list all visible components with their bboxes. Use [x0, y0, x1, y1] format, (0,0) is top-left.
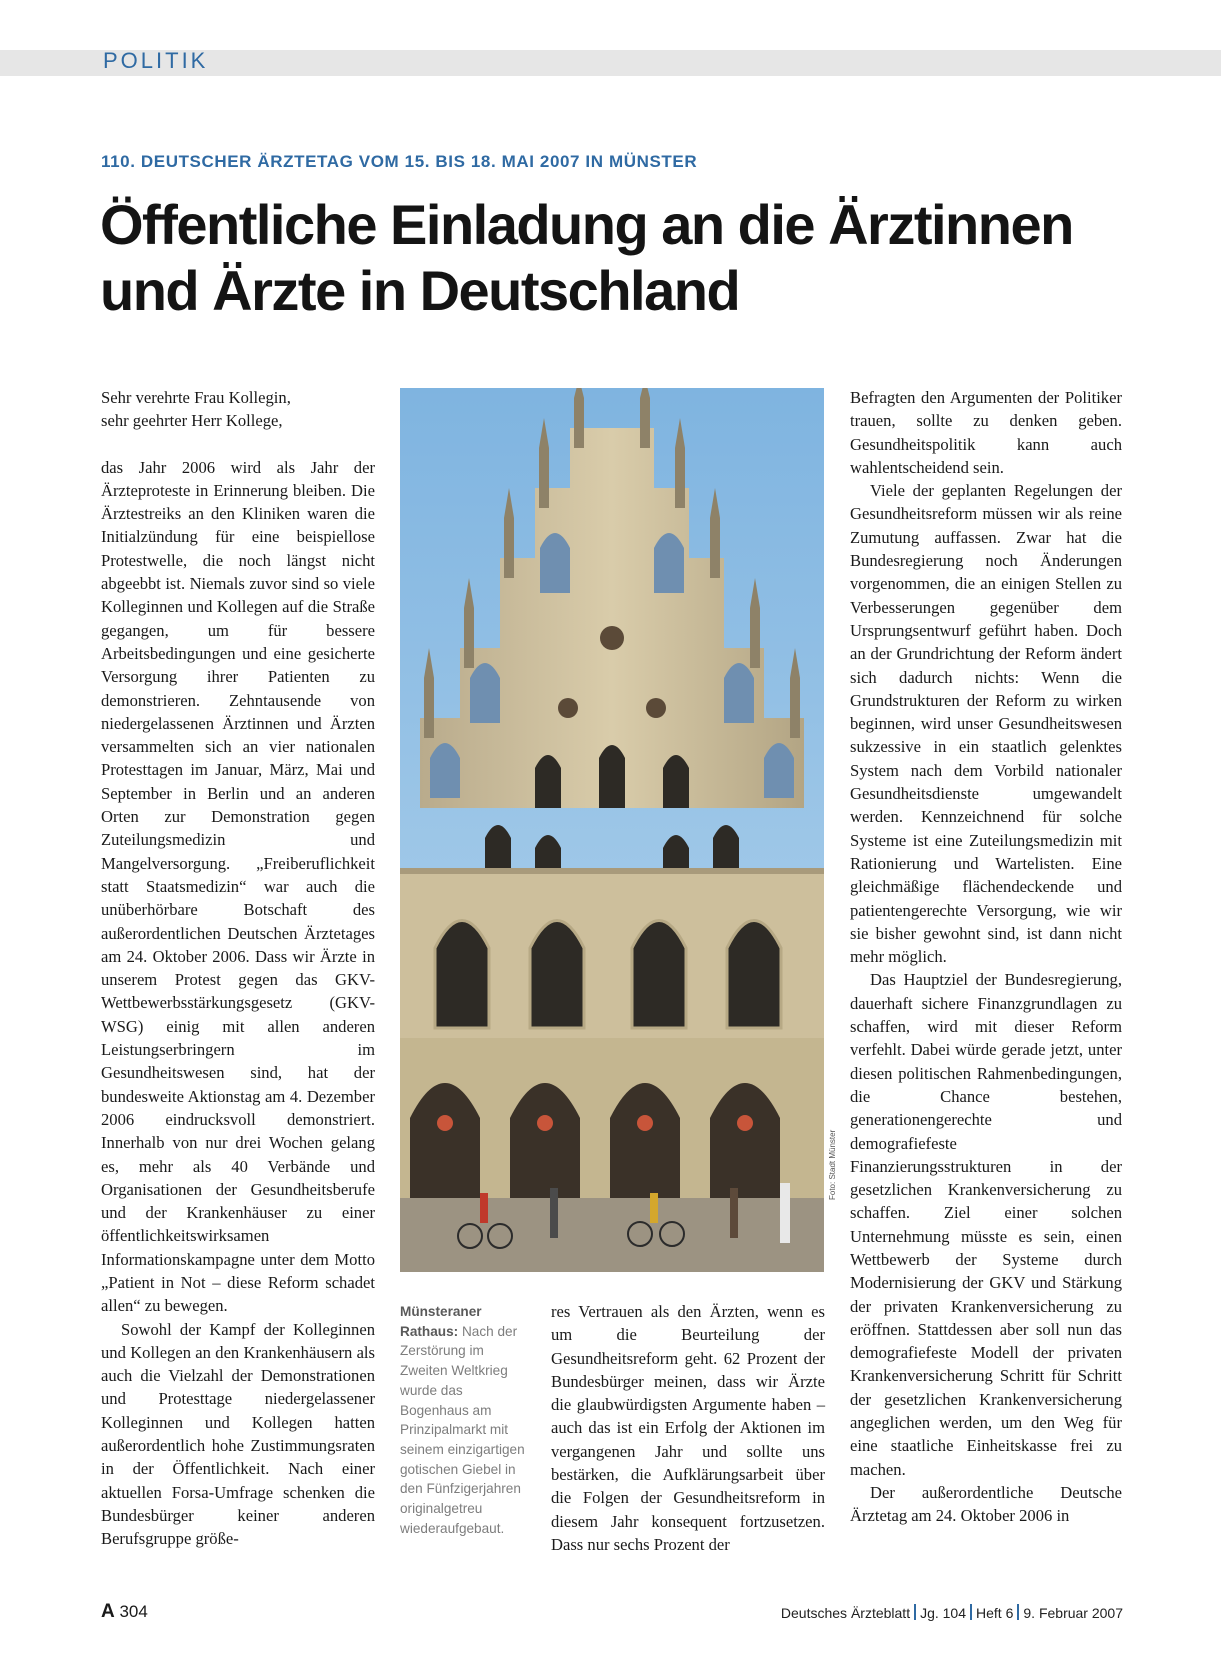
separator	[1017, 1604, 1019, 1620]
page-number	[101, 1601, 148, 1623]
issue-date: 9. Februar 2007	[1023, 1605, 1123, 1621]
journal-name: Deutsches Ärzteblatt	[780, 1605, 911, 1621]
headline-line-1: Öffentliche Einladung an die Ärztinnen	[100, 193, 1073, 256]
paragraph: Sowohl der Kampf der Kolleginnen und Kollegen an den Krankenhäusern als auch die Vielzahl der Demonstrationen und Protesttage niedergelassener Kolleginnen und Kollegen hatten außerordentlich hohe Zustimmungsraten in der Öffentlichkeit. Nach einer aktuellen Forsa-Umfrage schenken die Bundesbürger keiner anderen Berufsgruppe größe-	[101, 1319, 375, 1549]
paragraph: Das Hauptziel der Bundesregierung, dauerhaft sichere Finanzgrundlagen zu schaffen, wird mit dieser Reform verfehlt. Dabei würde gerade jetzt, unter diesen politischen Rahmenbedingungen, die Chance bestehen, generationengerechte und demografiefeste Finanzierungsstrukturen in der gesetzlichen Krankenversicherung zu schaffen. Ziel einer solchen Unternehmung müsste es sein, einen Wettbewerb der Systeme durch Modernisierung der GKV und Stärkung der privaten Krankenversicherung zu eröffnen. Stattdessen aber soll nun das demografiefeste Modell der privaten Krankenversicherung Schritt für Schritt der gesetzlichen Krankenversicherung angeglichen werden, um den Weg für eine staatliche Einheitskasse frei zu machen.	[850, 970, 1122, 1479]
town-hall-illustration	[400, 388, 824, 1272]
salutation-line-2: sehr geehrter Herr Kollege,	[101, 411, 283, 431]
article-headline	[100, 192, 1120, 324]
salutation-line-1: Sehr verehrte Frau Kollegin,	[101, 388, 291, 407]
page-number-value: 304	[119, 1602, 148, 1621]
volume: Jg. 104	[920, 1605, 967, 1621]
headline-line-2: und Ärzte in Deutschland	[100, 259, 740, 322]
paragraph: das Jahr 2006 wird als Jahr der Ärzteproteste in Erinnerung bleiben. Die Ärztestreiks an den Kliniken waren die Initialzündung für eine beispiellose Protestwelle, die noch längst nicht abgeebbt ist. Niemals zuvor sind so viele Kolleginnen und Kollegen auf die Straße gegangen, um für bessere Arbeitsbedingungen und eine gesicherte Versorgung ihrer Patienten zu demonstrieren. Zehntausende von niedergelassenen Ärztinnen und Ärzten versammelten sich an vier nationalen Protesttagen im Januar, März, Mai und September in Berlin und an anderen Orten zur Demonstration gegen Zuteilungsmedizin und Mangelversorgung. „Freiberuflichkeit statt Staatsmedizin“ war auch die unüberhörbare Botschaft des außerordentlichen Deutschen Ärztetages am 24. Oktober 2006. Dass wir Ärzte in unserem Protest gegen das GKV-Wettbewerbsstärkungsgesetz (GKV-WSG) einig mit allen anderen Leistungserbringern im Gesundheitswesen sind, hat der bundesweite Aktionstag am 4. Dezember 2006 eindrucksvoll demonstriert. Innerhalb von nur drei Wochen gelang es, mehr als 40 Verbände und Organisationen der Gesundheitsberufe und der Krankenhäuser zu einer öffentlichkeitswirksamen Informationskampagne unter dem Motto „Patient in Not – diese Reform schadet allen“ zu bewegen.	[101, 457, 375, 1316]
text-column-3	[551, 1300, 825, 1556]
section-label: POLITIK	[103, 48, 209, 73]
footer-citation	[781, 1604, 1123, 1621]
paragraph: Viele der geplanten Regelungen der Gesundheitsreform müssen wir als reine Zumutung auffassen. Zwar hat die Bundesregierung noch Änderungen vorgenommen, die an einigen Stellen zu Verbesserungen gegenüber dem Ursprungsentwurf geführt haben. Doch an der Grundrichtung der Reform ändert sich dadurch nichts: Wenn die Grundstrukturen der Reform zu wirken beginnen, wird unser Gesundheitswesen sukzessive in ein staatlich gelenktes System nach dem Vorbild nationaler Gesundheitsdienste umgewandelt werden. Kennzeichnend für solche Systeme ist eine Zuteilungsmedizin mit Rationierung und Wartelisten. Eine gleichmäßige flächendeckende und patientengerechte Versorgung, wie wir sie bisher gewohnt sind, ist dann nicht mehr möglich.	[850, 481, 1122, 967]
separator	[970, 1604, 972, 1620]
issue: Heft 6	[976, 1605, 1014, 1621]
salutation	[101, 386, 375, 433]
caption-title: Münsteraner Rathaus:	[400, 1304, 482, 1339]
photo-credit: Foto: Stadt Münster	[828, 1129, 837, 1200]
paragraph: res Vertrauen als den Ärzten, wenn es um die Beurteilung der Gesundheitsreform geht. 62 Prozent der Bundesbürger meinen, dass wir Ärzte die glaubwürdigsten Argumente haben – auch das ist ein Erfolg der Aktionen im vergangenen Jahr und sollte uns bestärken, die Aufklärungsarbeit über die Folgen der Gesundheitsreform in diesem Jahr konsequent fortzusetzen. Dass nur sechs Prozent der	[551, 1302, 825, 1554]
text-column-4	[850, 386, 1122, 1528]
text-column-1	[101, 386, 375, 1551]
separator	[914, 1604, 916, 1620]
article-kicker: 110. DEUTSCHER ÄRZTETAG VOM 15. BIS 18. MAI 2007 IN MÜNSTER	[101, 152, 698, 171]
photo-caption	[400, 1302, 532, 1538]
caption-text: Nach der Zerstörung im Zweiten Weltkrieg wurde das Bogenhaus am Prinzipalmarkt mit seinem einzigartigen gotischen Giebel in den Fünfzigerjahren originalgetreu wiederaufgebaut.	[400, 1323, 525, 1536]
paragraph: Der außerordentliche Deutsche Ärztetag am 24. Oktober 2006 in	[850, 1482, 1122, 1526]
paragraph: Befragten den Argumenten der Politiker trauen, sollte zu denken geben. Gesundheitspolitik kann auch wahlentscheidend sein.	[850, 388, 1122, 477]
page-prefix: A	[101, 1601, 115, 1622]
town-hall-photo	[400, 388, 824, 1272]
